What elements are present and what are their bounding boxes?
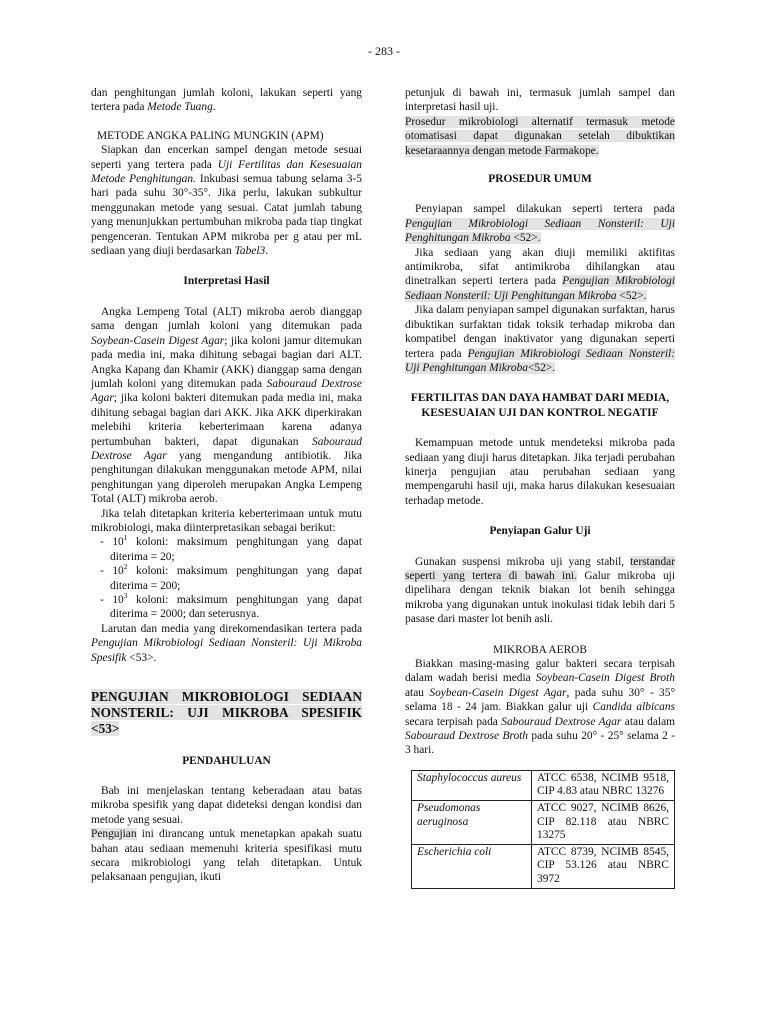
paragraph-continued: petunjuk di bawah ini, termasuk jumlah sampel dan interpretasi hasil uji. (405, 87, 675, 114)
table-row (412, 770, 675, 800)
paragraph-prosedur-2: Jika sediaan yang akan diuji memiliki aktifitas antimikroba, sifat antimikroba dihilangkan atau dinetralkan seperti tertera pada Pengujian Mikrobiologi Sediaan Nonsteril: Uji Penghitungan Mikroba <52>. (405, 246, 676, 302)
table-row (412, 844, 675, 888)
table-cell-organism: Staphylococcus aureus (412, 770, 532, 800)
table-cell-organism: Escherichia coli (412, 844, 532, 888)
paragraph-alternatif: Prosedur mikrobiologi alternatif termasuk metode otomatisasi dapat digunakan setelah dibuktikan kesetaraannya dengan metode Farmakope. (405, 115, 675, 157)
list-item: - $10^3$ koloni: maksimum penghitungan yang dapat diterima = 2000; dan seterusnya. (100, 591, 362, 621)
paragraph-fertilitas: Kemampuan metode untuk mendeteksi mikroba pada sediaan yang diuji harus ditetapkan. Jika terjadi perubahan kinerja pengujian atau perubahan sediaan yang mempengaruhi hasil uji, maka harus dilakukan kesesuaian terhadap metode. (405, 437, 675, 507)
heading-fertilitas: FERTILITAS DAN DAYA HAMBAT DARI MEDIA, KESESUAIAN UJI DAN KONTROL NEGATIF (410, 392, 670, 419)
paragraph-prosedur-1: Penyiapan sampel dilakukan seperti tertera pada Pengujian Mikrobiologi Sediaan Nonsteril: Uji Penghitungan Mikroba <52>. (405, 203, 675, 245)
right-column (405, 86, 675, 889)
section-title: PENGUJIAN MIKROBIOLOGI SEDIAAN NONSTERIL: UJI MIKROBA SPESIFIK <53> (91, 689, 362, 737)
list-item: - $10^1$ koloni: maksimum penghitungan yang dapat diterima = 20; (100, 533, 362, 563)
heading-interpretasi: Interpretasi Hasil (183, 275, 270, 288)
paragraph-galur: Gunakan suspensi mikroba uji yang stabil, terstandar seperti yang tertera di bawah ini. Galur mikroba uji dipelihara dengan teknik biakan lot benih sehingga mikroba yang digunakan untuk inokulasi tidak lebih dari 5 pasase dari master lot benih asli. (405, 555, 675, 626)
strain-table (411, 770, 675, 889)
paragraph-interpretasi-3: Larutan dan media yang direkomendasikan tertera pada Pengujian Mikrobiologi Sediaan Nonsteril: Uji Mikroba Spesifik <53>. (91, 622, 362, 664)
heading-pendahuluan: PENDAHULUAN (182, 754, 271, 767)
paragraph-intro: dan penghitungan jumlah koloni, lakukan seperti yang tertera pada Metode Tuang. (91, 87, 362, 114)
paragraph-interpretasi-2: Jika telah ditetapkan kriteria keberterimaan untuk mutu mikrobiologi, maka diinterpretasikan sebagai berikut: (91, 507, 362, 534)
table-row (412, 801, 675, 845)
heading-mikroba-aerob: MIKROBA AEROB (493, 643, 587, 656)
paragraph-mikroba-aerob: Biakkan masing-masing galur bakteri secara terpisah dalam wadah berisi media Soybean-Casein Digest Broth atau Soybean-Casein Digest Agar, pada suhu 30° - 35° selama 18 - 24 jam. Biakkan galur uji Candida albicans secara terpisah pada Sabouraud Dextrose Agar atau dalam Sabouraud Dextrose Broth pada suhu 20° - 25° selama 2 - 3 hari. (405, 658, 676, 757)
paragraph-pendahuluan-2: Pengujian ini dirancang untuk menetapkan apakah suatu bahan atau sediaan memenuhi kriteria spesifikasi mutu secara mikrobiologi yang telah ditetapkan. Untuk pelaksanaan pengujian, ikuti (91, 828, 362, 884)
paragraph-apm: Siapkan dan encerkan sampel dengan metode sesuai seperti yang tertera pada Uji Fertilitas dan Kesesuaian Metode Penghitungan. Inkubasi semua tabung selama 3-5 hari pada suhu 30°-35°. Jika perlu, lakukan subkultur menggunakan metode yang sesuai. Catat jumlah tabung yang menunjukkan pertumbuhan mikroba pada tiap tingkat pengenceran. Tentukan APM mikroba per g atau per mL sediaan yang diuji berdasarkan Tabel3. (91, 144, 362, 258)
heading-apm: METODE ANGKA PALING MUNGKIN (APM) (97, 129, 324, 142)
page-number: - 283 - (368, 44, 400, 58)
left-column (91, 86, 362, 885)
paragraph-interpretasi-1: Angka Lempeng Total (ALT) mikroba aerob dianggap sama dengan jumlah koloni yang ditemukan pada Soybean-Casein Digest Agar; jika koloni jamur ditemukan pada media ini, maka dihitung sebagai bagian dari ALT. Angka Kapang dan Khamir (AKK) dianggap sama dengan jumlah koloni yang ditemukan pada Sabouraud Dextrose Agar; jika koloni bakteri ditemukan pada media ini, maka dihitung sebagai bagian dari AKK. Jika AKK diperkirakan melebihi kriteria keberterimaan karena adanya pertumbuhan bakteri, dapat digunakan Sabouraud Dextrose Agar yang mengandung antibiotik. Jika penghitungan dilakukan menggunakan metode APM, nilai penghitungan yang diperoleh merupakan Angka Lempeng Total (ALT) mikroba aerob. (91, 305, 362, 506)
paragraph-prosedur-3: Jika dalam penyiapan sampel digunakan surfaktan, harus dibuktikan surfaktan tidak toksik terhadap mikroba dan kompatibel dengan inaktivator yang digunakan seperti tertera pada Pengujian Mikrobiologi Sediaan Nonsteril: Uji Penghitungan Mikroba<52>. (405, 304, 675, 374)
list-item: - $10^2$ koloni: maksimum penghitungan yang dapat diterima = 200; (100, 562, 362, 592)
table-cell-reference: ATCC 8739, NCIMB 8545, CIP 53.126 atau NBRC 3972 (532, 844, 675, 888)
heading-penyiapan-galur: Penyiapan Galur Uji (489, 525, 591, 538)
paragraph-pendahuluan-1: Bab ini menjelaskan tentang keberadaan atau batas mikroba spesifik yang dapat dideteksi dengan kondisi dan metode yang sesuai. (91, 785, 362, 826)
heading-prosedur-umum: PROSEDUR UMUM (488, 173, 592, 186)
table-cell-reference: ATCC 6538, NCIMB 9518, CIP 4.83 atau NBRC 13276 (532, 770, 675, 800)
table-cell-organism: Pseudomonas aeruginosa (412, 801, 532, 845)
table-cell-reference: ATCC 9027, NCIMB 8626, CIP 82.118 atau NBRC 13275 (532, 801, 675, 845)
